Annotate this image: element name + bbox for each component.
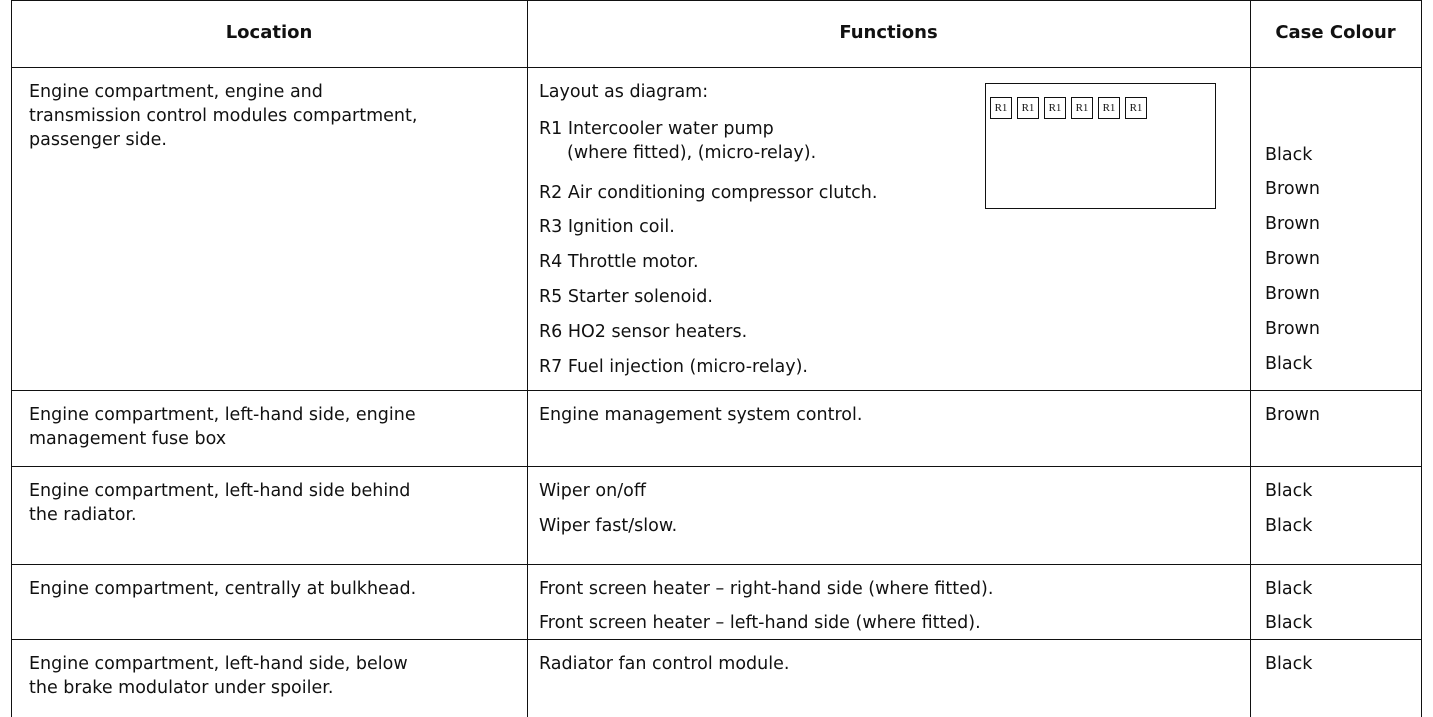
case-colour: Black [1265, 481, 1313, 501]
location-text: management fuse box [29, 429, 227, 449]
case-colour: Black [1265, 516, 1313, 536]
function-text: R7 Fuel injection (micro-relay). [539, 357, 808, 377]
function-text: R1 Intercooler water pump [539, 119, 774, 139]
case-colour: Black [1265, 354, 1313, 374]
relay-slot: R1 [990, 97, 1012, 119]
case-colour: Black [1265, 613, 1313, 633]
case-colour: Brown [1265, 179, 1320, 199]
location-text: Engine compartment, centrally at bulkhead. [29, 579, 417, 599]
relay-layout-diagram [985, 83, 1216, 209]
table-rule [11, 564, 1421, 565]
function-text: R2 Air conditioning compressor clutch. [539, 183, 878, 203]
table-rule [11, 390, 1421, 391]
function-text: Radiator fan control module. [539, 654, 790, 674]
relay-slot: R1 [1125, 97, 1147, 119]
location-text: passenger side. [29, 130, 167, 150]
case-colour: Brown [1265, 214, 1320, 234]
function-text: R3 Ignition coil. [539, 217, 675, 237]
case-colour: Black [1265, 654, 1313, 674]
header-case-colour: Case Colour [1275, 22, 1396, 43]
relay-slot: R1 [1017, 97, 1039, 119]
relay-slot: R1 [1071, 97, 1093, 119]
location-text: Engine compartment, left-hand side, below [29, 654, 408, 674]
table-rule [11, 0, 1421, 1]
function-text: Front screen heater – right-hand side (where fitted). [539, 579, 994, 599]
table-rule [11, 466, 1421, 467]
table-rule [1250, 0, 1251, 717]
function-text: Engine management system control. [539, 405, 863, 425]
relay-slot: R1 [1044, 97, 1066, 119]
relay-slot: R1 [1098, 97, 1120, 119]
function-text: (where fitted), (micro-relay). [567, 143, 817, 163]
function-text: R4 Throttle motor. [539, 252, 699, 272]
function-text: Wiper on/off [539, 481, 646, 501]
header-functions: Functions [839, 22, 938, 43]
case-colour: Brown [1265, 249, 1320, 269]
table-rule [527, 0, 528, 717]
case-colour: Black [1265, 145, 1313, 165]
location-text: the brake modulator under spoiler. [29, 678, 334, 698]
table-rule [11, 67, 1421, 68]
table-rule [1421, 0, 1422, 717]
table-rule [11, 0, 12, 717]
location-text: transmission control modules compartment, [29, 106, 418, 126]
function-text: Wiper fast/slow. [539, 516, 678, 536]
function-text: R5 Starter solenoid. [539, 287, 713, 307]
case-colour: Black [1265, 579, 1313, 599]
location-text: Engine compartment, left-hand side, engine [29, 405, 416, 425]
function-intro: Layout as diagram: [539, 82, 709, 102]
function-text: Front screen heater – left-hand side (where fitted). [539, 613, 981, 633]
location-text: the radiator. [29, 505, 137, 525]
location-text: Engine compartment, left-hand side behind [29, 481, 411, 501]
case-colour: Brown [1265, 319, 1320, 339]
case-colour: Brown [1265, 284, 1320, 304]
location-text: Engine compartment, engine and [29, 82, 323, 102]
function-text: R6 HO2 sensor heaters. [539, 322, 748, 342]
table-rule [11, 639, 1421, 640]
header-location: Location [225, 22, 313, 43]
case-colour: Brown [1265, 405, 1320, 425]
